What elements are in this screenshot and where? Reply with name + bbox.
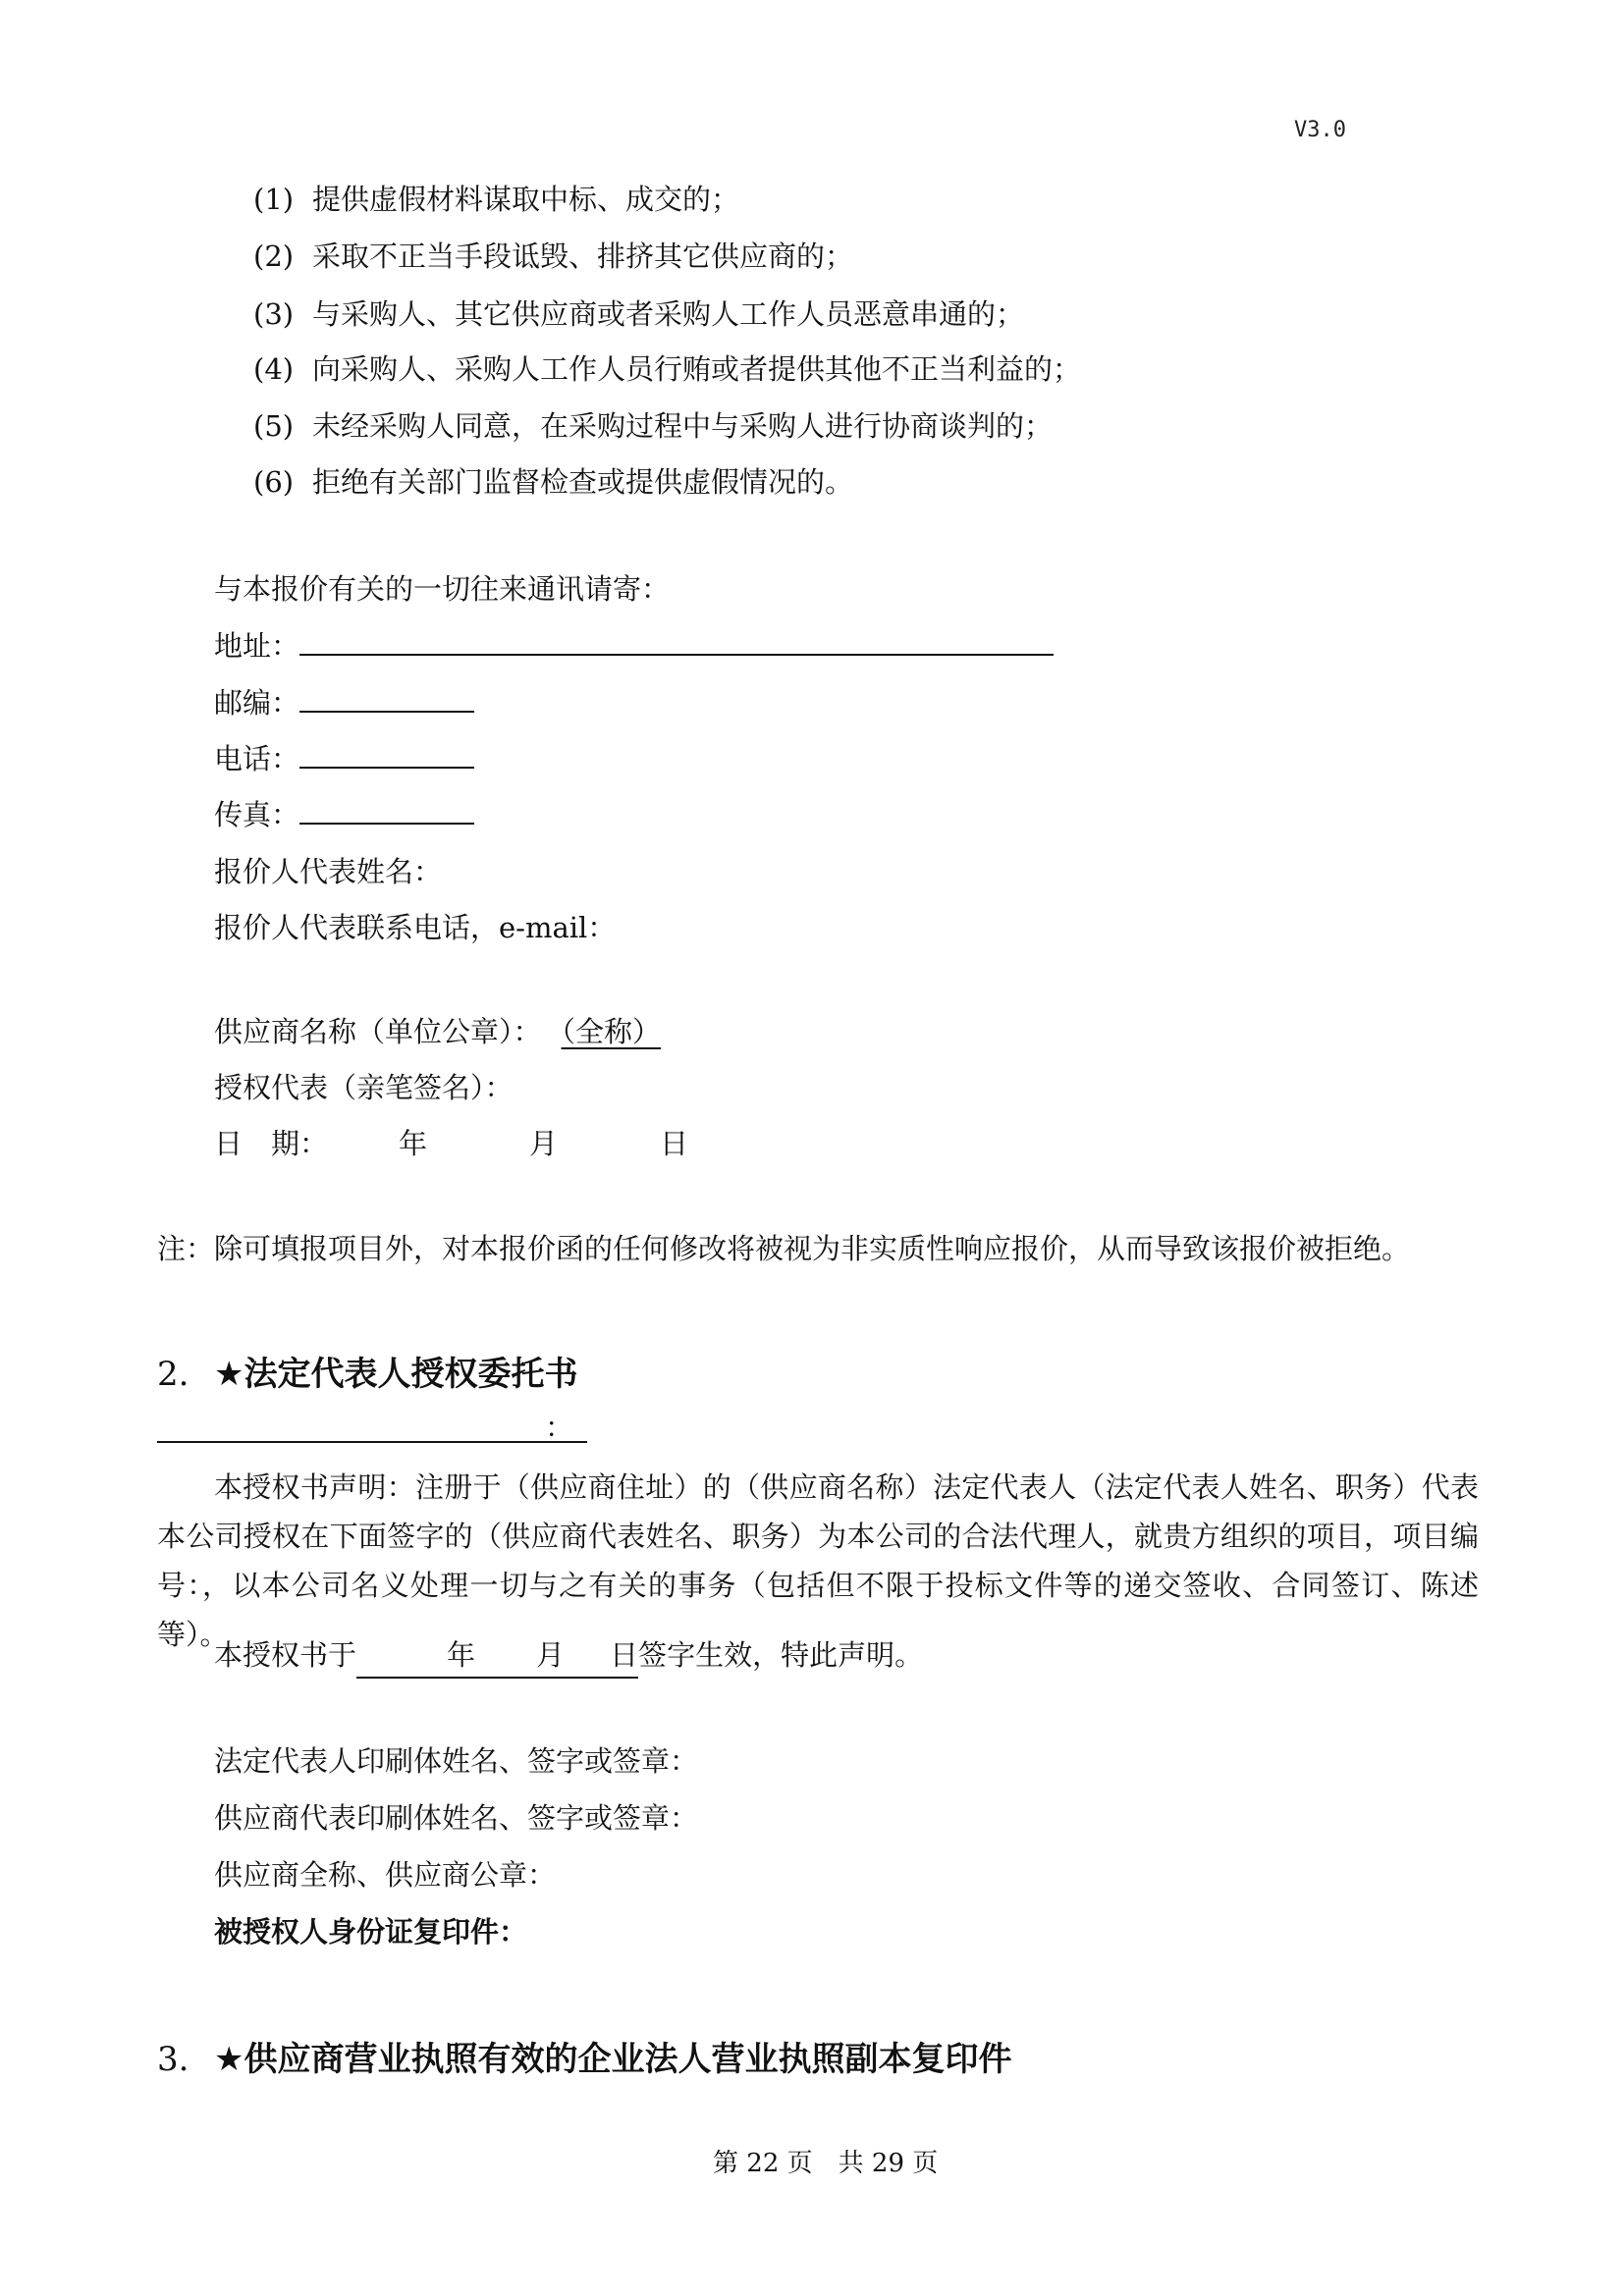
list-item-number: (1) bbox=[253, 183, 295, 216]
date-year: 年 bbox=[399, 1127, 428, 1160]
list-item bbox=[253, 406, 1053, 446]
list-item bbox=[253, 237, 853, 276]
footer-total-pages: 29 bbox=[871, 2149, 905, 2178]
fax-label: 传真： bbox=[214, 798, 300, 831]
auth-rep-label: 授权代表（亲笔签名）： bbox=[214, 1071, 514, 1104]
effective-year: 年 bbox=[447, 1638, 476, 1672]
supplier-name-row bbox=[214, 1012, 671, 1051]
list-item-number: (6) bbox=[253, 465, 295, 499]
addressee-colon: ： bbox=[544, 1411, 573, 1444]
section-3-heading bbox=[157, 2038, 1011, 2081]
list-item-text: 拒绝有关部门监督检查或提供虚假情况的。 bbox=[312, 465, 854, 499]
list-item bbox=[253, 294, 1024, 334]
list-item-number: (5) bbox=[253, 409, 295, 443]
footer-suffix: 页 bbox=[912, 2149, 939, 2178]
footer-prefix: 第 bbox=[713, 2149, 739, 2178]
id-copy-label: 被授权人身份证复印件： bbox=[214, 1915, 528, 1949]
effective-day: 日 bbox=[610, 1638, 639, 1672]
addressee-row bbox=[157, 1411, 587, 1453]
addressee-blank[interactable] bbox=[157, 1411, 587, 1444]
list-item-text: 未经采购人同意，在采购过程中与采购人进行协商谈判的； bbox=[312, 409, 1054, 443]
date-day: 日 bbox=[660, 1127, 689, 1160]
supplier-rep-sign-label: 供应商代表印刷体姓名、签字或签章： bbox=[214, 1801, 699, 1835]
list-item-text: 提供虚假材料谋取中标、成交的； bbox=[312, 183, 740, 216]
section-2-number: 2. bbox=[157, 1355, 189, 1394]
effective-date-row bbox=[214, 1635, 923, 1679]
postcode-row bbox=[214, 683, 474, 722]
legal-rep-sign-label: 法定代表人印刷体姓名、签字或签章： bbox=[214, 1744, 699, 1778]
phone-row bbox=[214, 739, 474, 778]
version-label: V3.0 bbox=[1294, 118, 1346, 142]
phone-label: 电话： bbox=[214, 742, 300, 775]
section-2-title: ★法定代表人授权委托书 bbox=[214, 1355, 578, 1394]
effective-date-blank[interactable] bbox=[356, 1635, 638, 1679]
list-item-text: 向采购人、采购人工作人员行贿或者提供其他不正当利益的； bbox=[312, 352, 1082, 386]
address-row bbox=[214, 626, 1054, 666]
effective-month: 月 bbox=[536, 1638, 566, 1672]
rep-name-label: 报价人代表姓名： bbox=[214, 855, 443, 888]
date-row bbox=[214, 1124, 688, 1163]
footer-middle: 页 共 bbox=[786, 2149, 864, 2178]
section-3-number: 3. bbox=[157, 2040, 189, 2079]
list-item-text: 采取不正当手段诋毁、排挤其它供应商的； bbox=[312, 240, 854, 273]
list-item bbox=[253, 349, 1081, 389]
phone-blank[interactable] bbox=[299, 739, 474, 769]
address-blank[interactable] bbox=[299, 626, 1054, 656]
supplier-name-value: （全称） bbox=[561, 1015, 662, 1048]
rep-contact-label: 报价人代表联系电话，e-mail： bbox=[214, 911, 617, 944]
section-3-title: ★供应商营业执照有效的企业法人营业执照副本复印件 bbox=[214, 2040, 1012, 2079]
fax-blank[interactable] bbox=[299, 795, 474, 825]
section-2-heading bbox=[157, 1353, 577, 1396]
postcode-label: 邮编： bbox=[214, 686, 300, 720]
date-label: 日 期： bbox=[214, 1127, 329, 1160]
list-item-text: 与采购人、其它供应商或者采购人工作人员恶意串通的； bbox=[312, 297, 1025, 331]
page-footer bbox=[713, 2143, 938, 2179]
address-label: 地址： bbox=[214, 629, 300, 663]
authorization-paragraph: 本授权书声明：注册于（供应商住址）的（供应商名称）法定代表人（法定代表人姓名、职务）代表本公司授权在下面签字的（供应商代表姓名、职务）为本公司的合法代理人，就贵方组织的项目，项目编号：，以本公司名义处理一切与之有关的事务（包括但不限于投标文件等的递交签收、合同签订、陈述等）。 bbox=[157, 1470, 1479, 1651]
contact-intro: 与本报价有关的一切往来通讯请寄： bbox=[214, 572, 671, 606]
list-item-number: (4) bbox=[253, 352, 295, 386]
list-item bbox=[253, 462, 853, 502]
footer-page-number: 22 bbox=[746, 2149, 780, 2178]
postcode-blank[interactable] bbox=[299, 683, 474, 713]
supplier-name-label: 供应商名称（单位公章）： bbox=[214, 1015, 542, 1048]
date-month: 月 bbox=[529, 1127, 559, 1160]
supplier-seal-label: 供应商全称、供应商公章： bbox=[214, 1858, 557, 1892]
note-text: 注：除可填报项目外，对本报价函的任何修改将被视为非实质性响应报价，从而导致该报价被拒绝。 bbox=[157, 1232, 1411, 1265]
effective-prefix: 本授权书于 bbox=[214, 1638, 357, 1672]
list-item bbox=[253, 180, 739, 219]
effective-suffix: 签字生效，特此声明。 bbox=[638, 1638, 924, 1672]
fax-row bbox=[214, 795, 474, 834]
list-item-number: (3) bbox=[253, 297, 295, 331]
list-item-number: (2) bbox=[253, 240, 295, 273]
